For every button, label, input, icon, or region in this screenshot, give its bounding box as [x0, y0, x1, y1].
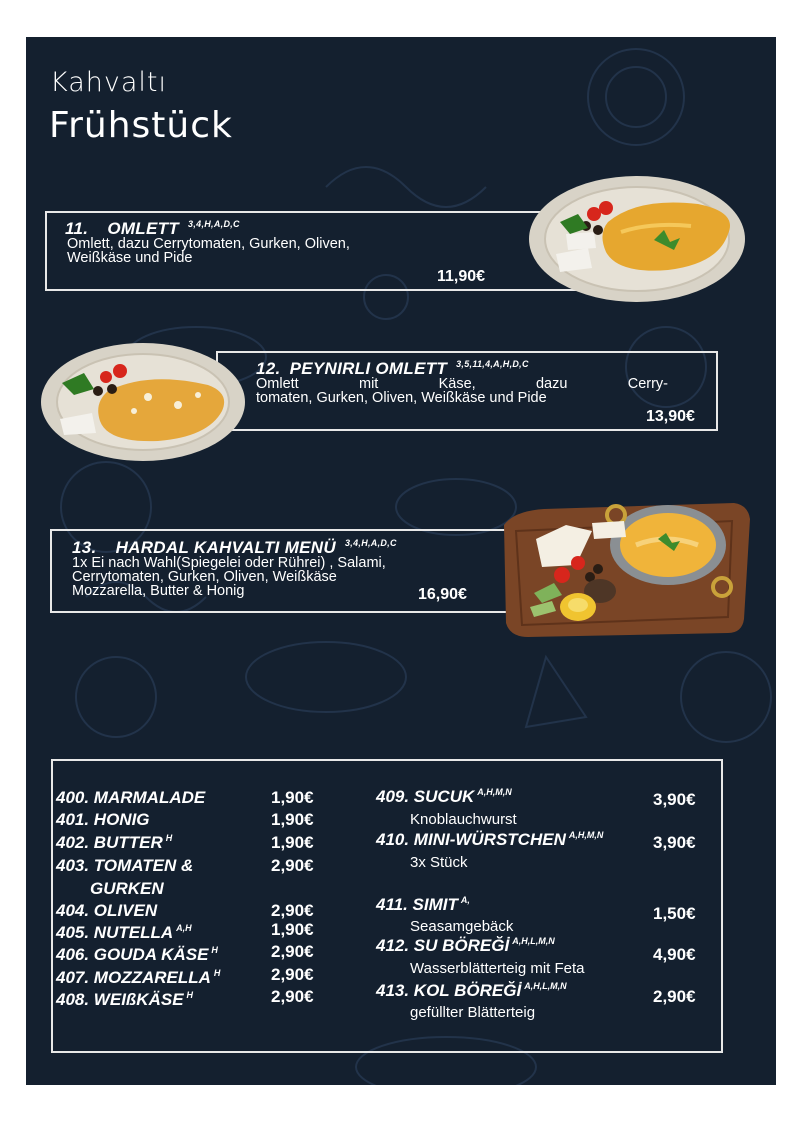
extra-item-allergens: A,: [460, 895, 470, 906]
description-word: Omlett: [256, 376, 299, 392]
description-line: Mozzarella, Butter & Honig: [72, 583, 245, 599]
description-word: Cerry-: [627, 376, 668, 392]
extra-item-price: 2,90€: [271, 901, 314, 920]
extra-item-label: [56, 901, 157, 921]
item-description: [256, 377, 668, 405]
extra-item-price: 2,90€: [271, 965, 314, 984]
description-line: 1x Ei nach Wahl(Spiegelei oder Rührei) , Salami,: [72, 555, 386, 571]
item-allergens: 3,4,H,A,D,C: [188, 219, 240, 230]
extra-item-description: Knoblauchwurst: [410, 811, 517, 828]
item-allergens: 3,4,H,A,D,C: [345, 538, 397, 549]
extra-item-label: [376, 981, 567, 1001]
extra-item-description: 3x Stück: [410, 854, 468, 871]
description-line: [256, 377, 668, 391]
extra-item-name: 406. GOUDA KÄSE: [56, 945, 209, 964]
extra-item-name: 402. BUTTER: [56, 833, 163, 852]
extra-item-allergens: A,H,L,M,N: [512, 936, 555, 947]
extra-item-name: 413. KOL BÖREĞİ: [376, 981, 522, 1000]
item-price: 11,90€: [437, 268, 486, 285]
extra-item-label: [56, 856, 193, 876]
extras-list: [51, 759, 723, 1053]
item-number: 13.: [72, 538, 97, 557]
extra-item-label-continued: [90, 879, 164, 899]
item-number: 12.: [256, 359, 281, 378]
extra-item-label: [56, 833, 172, 853]
breakfast-board-image: [496, 495, 754, 637]
menu-item-peynirli-omlett: [216, 351, 718, 431]
extra-item-allergens: H: [213, 968, 221, 979]
extra-item-name: 411. SIMIT: [376, 895, 458, 914]
extra-item-allergens: A,H,M,N: [477, 787, 512, 798]
item-name: OMLETT: [107, 219, 179, 238]
menu-page: [26, 37, 776, 1085]
extra-item-allergens: A,H,L,M,N: [524, 981, 567, 992]
extra-item-price: 2,90€: [653, 987, 696, 1006]
extra-item-name: 401. HONIG: [56, 810, 150, 829]
extra-item-price: 2,90€: [271, 987, 314, 1006]
extra-item-price: 1,90€: [271, 788, 314, 807]
description-line: tomaten, Gurken, Oliven, Weißkäse und Pide: [256, 390, 547, 406]
extra-item-description: Wasserblätterteig mit Feta: [410, 960, 585, 977]
item-price: 13,90€: [646, 408, 695, 425]
extra-item-allergens: A,H,M,N: [568, 830, 604, 841]
extra-item-price: 1,90€: [271, 810, 314, 829]
extra-item-name: 412. SU BÖREĞİ: [376, 936, 510, 955]
description-line: Omlett, dazu Cerrytomaten, Gurken, Oliven,: [67, 236, 350, 252]
extra-item-name: 407. MOZZARELLA: [56, 968, 211, 987]
item-description: [72, 556, 452, 598]
extra-item-price: 3,90€: [653, 790, 696, 809]
cheese-omelette-plate-image: [38, 339, 248, 465]
item-name: PEYNIRLI OMLETT: [289, 359, 448, 378]
item-allergens: 3,5,11,4,A,H,D,C: [456, 359, 529, 370]
item-name: HARDAL KAHVALTI MENÜ: [115, 538, 336, 557]
extra-item-label: [56, 810, 150, 830]
omelette-plate-image: [526, 172, 748, 307]
item-number: 11.: [65, 219, 89, 238]
description-word: mit: [358, 376, 379, 392]
extra-item-label: [56, 990, 193, 1010]
extra-item-allergens: H: [165, 833, 173, 844]
extra-item-price: 1,90€: [271, 833, 314, 852]
extra-item-label: [56, 945, 218, 965]
extra-item-description: Seasamgebäck: [410, 918, 514, 935]
extra-item-description: gefüllter Blätterteig: [410, 1004, 536, 1021]
extra-item-name: 400. MARMALADE: [56, 788, 206, 807]
description-word: dazu: [535, 376, 568, 392]
extra-item-label: [56, 788, 205, 808]
extra-item-price: 1,90€: [271, 920, 314, 939]
extra-item-label: [56, 923, 192, 943]
extra-item-name: 408. WEIßKÄSE: [56, 990, 184, 1009]
menu-item-omlett: [45, 211, 589, 291]
extra-item-allergens: H: [211, 945, 218, 956]
extra-item-price: 1,50€: [653, 904, 696, 923]
extra-item-allergens: A,H: [176, 923, 192, 934]
extra-item-label: [376, 787, 512, 807]
menu-item-hardal-kahvalti-menu: [50, 529, 516, 613]
item-description: [67, 237, 447, 265]
extra-item-allergens: H: [186, 990, 194, 1001]
extra-item-name: 410. MINI-WÜRSTCHEN: [376, 830, 566, 849]
extra-item-name: 409. SUCUK: [376, 787, 475, 806]
extra-item-name: GURKEN: [90, 879, 164, 898]
extra-item-price: 4,90€: [653, 945, 696, 964]
extra-item-label: [376, 936, 555, 956]
item-price: 16,90€: [418, 586, 467, 603]
extra-item-name: 403. TOMATEN &: [56, 856, 194, 875]
extra-item-price: 3,90€: [653, 833, 696, 852]
extra-item-name: 405. NUTELLA: [56, 923, 174, 942]
extra-item-label: [56, 968, 220, 988]
extra-item-name: 404. OLIVEN: [56, 901, 158, 920]
title-turkish: Kahvaltı: [50, 67, 168, 98]
description-line: Cerrytomaten, Gurken, Oliven, Weißkäse: [72, 569, 337, 585]
extra-item-label: [376, 830, 603, 850]
extra-item-label: [376, 895, 470, 915]
extra-item-price: 2,90€: [271, 942, 314, 961]
description-line: Weißkäse und Pide: [67, 250, 193, 266]
extra-item-price: 2,90€: [271, 856, 314, 875]
description-word: Käse,: [438, 376, 476, 392]
title-german: Frühstück: [49, 105, 233, 146]
